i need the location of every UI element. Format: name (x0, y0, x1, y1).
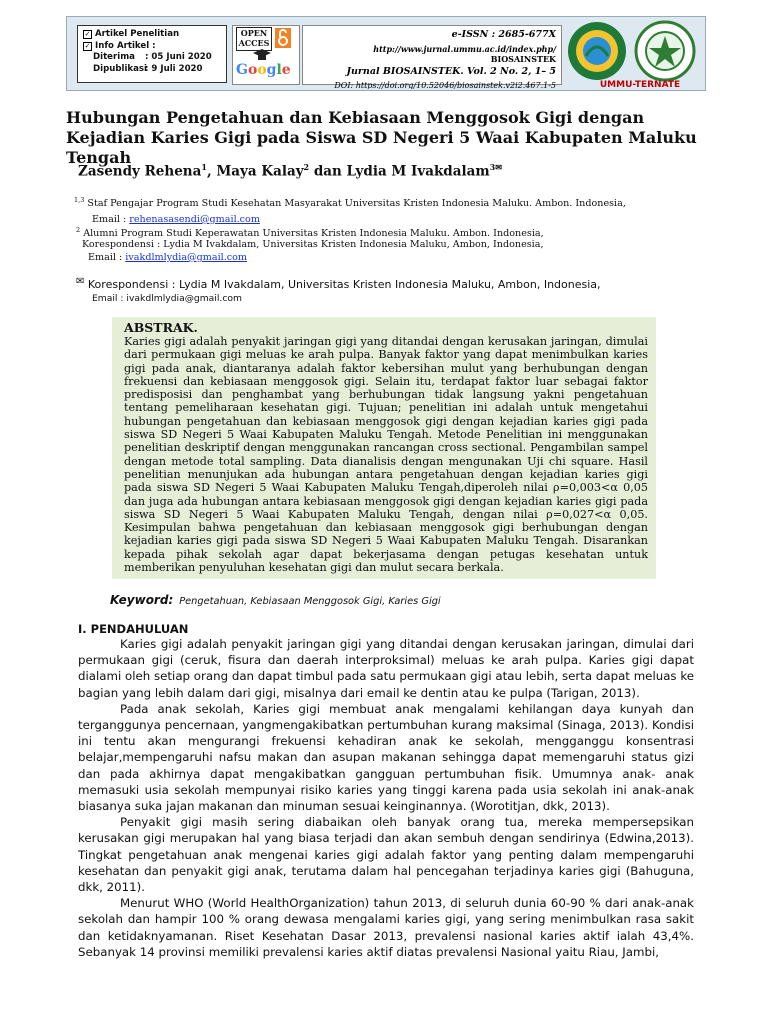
google-logo: Google (236, 62, 291, 78)
affiliation-3-email-row (88, 252, 247, 263)
author-separator: , (206, 163, 217, 180)
info-row-info-artikel (83, 41, 221, 53)
checkbox-icon: ✓ (84, 30, 91, 38)
affiliation-1-email-row (92, 214, 260, 225)
envelope-icon: ✉ (495, 162, 502, 172)
body-paragraph: Pada anak sekolah, Karies gigi membuat anak mengalami kehilangan daya kunyah dan terganggunya pencernaan, yangmengakibatkan pertumbuhan kurang maksimal (Sinaga, 2013). Kondisi ini tentu akan mengurangi frekuensi kehadiran anak ke sekolah, mengganggu konsentrasi belajar,mempengaruhi nafsu makan dan asupan makanan sehingga dapat memengaruhi status gizi dan pada akhirnya dapat mengakibatkan gangguan pertumbuhan fisik. Umumnya anak- anak memasuki usia sekolah mempunyai risiko karies yang tinggi karena pada usia sekolah ini anak-anak biasanya suka jajan makanan dan minuman sesuai keinginannya. (Worotitjan, dkk, 2013). (78, 701, 694, 814)
correspondence-line (76, 276, 601, 291)
journal-name: Jurnal BIOSAINSTEK. Vol. 2 No. 2, 1– 5 (346, 66, 556, 77)
affiliation-2 (76, 226, 544, 239)
body-paragraph: Penyakit gigi masih sering diabaikan oleh banyak orang tua, mereka mempersepsikan kerusakan gigi merupakan hal yang biasa terjadi dan akan sembuh dengan sendirinya (Edwina,2013). Tingkat pengetahuan anak mengenai karies gigi adalah faktor yang penting dalam mempengaruhi kesehatan dan penyakit gigi anak, terutama dalam hal pencegahan terjadinya karies gigi (Bahuguna, dkk, 2011). (78, 815, 694, 895)
diterima-label: Diterima (93, 52, 135, 62)
section-body (78, 636, 694, 960)
envelope-icon: ✉ (76, 276, 85, 287)
author-name: Maya Kalay (216, 163, 304, 180)
email-label: Email : (88, 252, 126, 263)
author-separator: dan (309, 163, 347, 180)
ummu-university-seal (634, 20, 696, 82)
dipublikasi-value: : 9 Juli 2020 (145, 63, 203, 74)
email-link[interactable]: ivakdlmlydia@gmail.com (125, 252, 248, 263)
affiliation-1 (74, 196, 626, 209)
issn: e-ISSN : 2685-677X (451, 29, 556, 40)
email-link[interactable]: rehenasasendi@gmail.com (129, 214, 260, 225)
body-paragraph: Menurut WHO (World HealthOrganization) tahun 2013, di seluruh dunia 60-90 % dari anak-anak sekolah dan hampir 100 % orang dewasa mengalami karies gigi, yang sering menimbulkan rasa sakit dan ketidaknyamanan. Riset Kesehatan Dasar 2013, prevalensi nasional karies aktif ialah 43,4%. Sebanyak 14 provinsi memiliki prevalensi karies aktif diatas prevalensi Nasional yaitu Riau, Jambi, (78, 896, 694, 959)
author-name: Lydia M Ivakdalam (346, 163, 490, 180)
info-row-artikel (83, 29, 221, 41)
paper-title: Hubungan Pengetahuan dan Kebiasaan Menggosok Gigi dengan Kejadian Karies Gigi pada Siswa SD Negeri 5 Waai Kabupaten Maluku Tengah (66, 108, 697, 167)
section-heading: I. PENDAHULUAN (78, 622, 189, 636)
ummu-ternate-label: UMMU-TERNATE (599, 80, 681, 90)
info-row-dipublikasi (83, 64, 221, 76)
abstract-heading-text: ABSTRAK (124, 320, 194, 335)
email-label: Email : (92, 214, 130, 225)
info-artikel-label: Info Artikel : (95, 40, 156, 51)
graduation-cap-icon (253, 49, 271, 61)
keyword-label: Keyword: (110, 593, 174, 607)
author-affil-marker: 3 (489, 162, 496, 172)
affiliation-marker: 1,3 (74, 196, 85, 204)
body-paragraph: Karies gigi adalah penyakit jaringan gigi yang ditandai dengan kerusakan jaringan, dimulai dari permukaan gigi (ceruk, fisura dan daerah interproksimal) meluas ke arah pulpa. Karies gigi dapat dialami oleh setiap orang dan dapat timbul pada satu permukaan gigi atau lebih, serta dapat meluas ke bagian yang lebih dalam dari gigi, misalnya dari email ke dentin atau ke pulpa (Tarigan, 2013). (78, 637, 694, 700)
correspondence-email: Email : ivakdlmlydia@gmail.com (92, 293, 242, 304)
abstract-heading: ABSTRAK. (124, 320, 198, 335)
author-list (78, 162, 502, 180)
correspondence-text: Korespondensi : Lydia M Ivakdalam, Universitas Kristen Indonesia Maluku, Ambon, Indonesia, (87, 278, 601, 291)
author-affil-marker: 1 (201, 162, 207, 172)
biosainstek-logo (566, 20, 628, 82)
article-info-box (77, 25, 227, 83)
diterima-value: : 05 Juni 2020 (145, 52, 212, 62)
affiliation-3: Korespondensi : Lydia M Ivakdalam, Universitas Kristen Indonesia Maluku, Ambon, Indonesia, (82, 239, 544, 250)
keyword-row (110, 589, 441, 608)
journal-url-path[interactable]: BIOSAINSTEK (490, 54, 556, 64)
journal-url[interactable]: http://www.jurnal.ummu.ac.id/index.php/ (373, 44, 556, 54)
author-affil-marker: 2 (303, 162, 310, 172)
info-row-diterima (83, 52, 221, 64)
doi-link[interactable]: DOI: https://doi.org/10.52046/biosainstek.v2i2.467.1-5 (334, 81, 556, 89)
open-access-label: OPEN ACCES (236, 27, 272, 51)
affiliation-text: Staf Pengajar Program Studi Kesehatan Masyarakat Universitas Kristen Indonesia Maluku. Ambon. Indonesia, (84, 198, 626, 210)
author-name: Zasendy Rehena (78, 163, 202, 180)
abstract-body: Karies gigi adalah penyakit jaringan gigi yang ditandai dengan kerusakan jaringan, dimulai dari permukaan gigi meluas ke arah pulpa. Banyak faktor yang dapat menimbulkan karies gigi pada anak, diantaranya adalah faktor kebersihan mulut yang berhubungan dengan frekuensi dan kebiasaan menggosok gigi. Selain itu, terdapat faktor luar sebagai faktor predisposisi dan penghambat yang berhubungan tidak langsung yakni pengetahuan tentang pemeliharaan kesehatan gigi. Tujuan; penelitian ini adalah untuk mengetahui hubungan pengetahuan dan kebiasaan menggosok gigi dengan kejadian karies gigi pada siswa SD Negeri 5 Waai Kabupaten Maluku Tengah. Metode Penelitian ini menggunakan penelitian deskriptif dengan menggunakan rancangan cross sectional. Pengambilan sampel dengan metode total sampling. Data dianalisis dengan mengunakan Uji chi square. Hasil penelitian menunjukan ada hubungan antara pengetahuan dengan kejadian karies gigi pada siswa SD Negeri 5 Waai Kabupaten Maluku Tengah,diperoleh nilai ρ=0,003<α 0,05 dan juga ada hubungan antara kebiasaan menggosok gigi dengan kejadian karies gigi pada siswa SD Negeri 5 Waai Kabupaten Maluku Tengah, dengan nilai ρ=0,027<α 0,05. Kesimpulan bahwa pengetahuan dan kebiasaan menggosok gigi berhubungan dengan kejadian karies gigi pada siswa SD Negeri 5 Waai Kabupaten Maluku Tengah. Disarankan kepada pihak sekolah agar dapat bekerjasama dengan petugas kesehatan untuk memberikan penyuluhan kesehatan gigi dan mulut secara berkala. (124, 335, 648, 575)
checkbox-icon: ✓ (84, 41, 91, 50)
affiliation-marker: 2 (76, 226, 81, 234)
keyword-text: Pengetahuan, Kebiasaan Menggosok Gigi, Karies Gigi (179, 596, 441, 607)
artikel-penelitian-label: Artikel Penelitian (95, 29, 180, 39)
affiliation-text: Alumni Program Studi Keperawatan Universitas Kristen Indonesia Maluku. Ambon. Indonesia, (80, 228, 544, 240)
dipublikasi-label: Dipublikasi (93, 63, 147, 74)
open-access-lock-icon (274, 27, 292, 49)
